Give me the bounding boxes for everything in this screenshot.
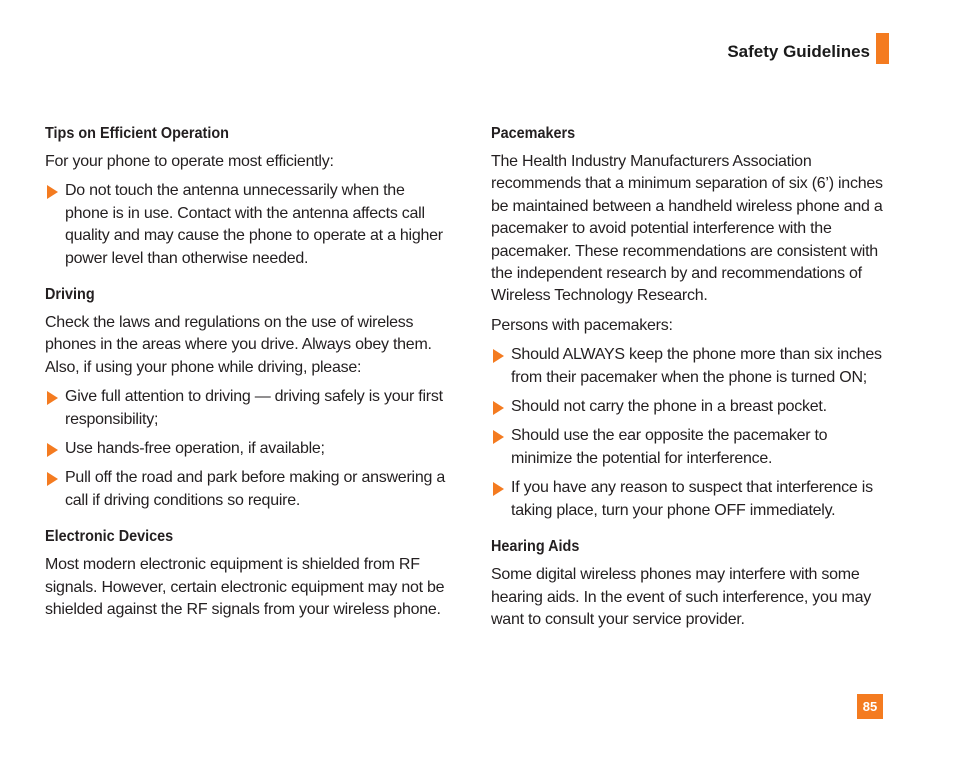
section-intro: Persons with pacemakers: — [491, 316, 673, 334]
bullet-arrow-icon — [493, 349, 504, 363]
section-body: Most modern electronic equipment is shielded from RF signals. However, certain electronic equipment may not be shielded against the RF signals from your wireless phone. — [45, 556, 445, 619]
section-body: The Health Industry Manufacturers Association recommends that a minimum separation of six (6’) inches be maintained between a handheld wireless phone and a pacemaker to avoid potential interference with the pacemaker. These recommendations are consistent with the independent research by and recommendations of Wireless Technology Research. — [491, 153, 883, 305]
section-hearing-aids — [491, 538, 891, 631]
section-heading: Hearing Aids — [491, 538, 580, 556]
list-item: Give full attention to driving — driving safely is your first responsibility; — [45, 386, 445, 431]
right-column — [491, 125, 891, 647]
list-item: Use hands-free operation, if available; — [45, 438, 445, 460]
bullet-arrow-icon — [47, 472, 58, 486]
bullet-list — [45, 386, 445, 512]
list-item: Should ALWAYS keep the phone more than six inches from their pacemaker when the phone is turned ON; — [491, 344, 891, 389]
section-heading: Tips on Efficient Operation — [45, 125, 229, 142]
bullet-arrow-icon — [47, 391, 58, 405]
section-driving — [45, 286, 445, 512]
section-intro: Check the laws and regulations on the use of wireless phones in the areas where you drive. Always obey them. Also, if using your phone while driving, please: — [45, 314, 432, 376]
list-item: If you have any reason to suspect that interference is taking place, turn your phone OFF immediately. — [491, 477, 891, 522]
section-heading: Pacemakers — [491, 125, 576, 142]
section-body: Some digital wireless phones may interfere with some hearing aids. In the event of such interference, you may want to consult your service provider. — [491, 566, 872, 628]
bullet-arrow-icon — [47, 185, 58, 199]
list-item: Should not carry the phone in a breast pocket. — [491, 396, 891, 418]
bullet-list — [491, 344, 891, 522]
list-item: Do not touch the antenna unnecessarily when the phone is in use. Contact with the antenna affects call quality and may cause the phone to operate at a higher power level than otherwise needed. — [45, 180, 445, 270]
header-accent-tab — [876, 33, 889, 64]
left-column — [45, 125, 445, 638]
section-pacemakers — [491, 125, 891, 522]
section-intro: For your phone to operate most efficiently: — [45, 153, 334, 170]
section-heading: Driving — [45, 286, 95, 304]
bullet-arrow-icon — [493, 482, 504, 496]
bullet-arrow-icon — [493, 430, 504, 444]
section-efficient-operation — [45, 125, 445, 270]
bullet-arrow-icon — [47, 443, 58, 457]
section-heading: Electronic Devices — [45, 528, 174, 546]
section-electronic-devices — [45, 528, 445, 621]
bullet-list — [45, 180, 445, 270]
list-item: Pull off the road and park before making or answering a call if driving conditions so require. — [45, 467, 445, 512]
list-item: Should use the ear opposite the pacemaker to minimize the potential for interference. — [491, 425, 891, 470]
page-header-title: Safety Guidelines — [727, 42, 870, 61]
page-number: 85 — [857, 694, 883, 719]
bullet-arrow-icon — [493, 401, 504, 415]
